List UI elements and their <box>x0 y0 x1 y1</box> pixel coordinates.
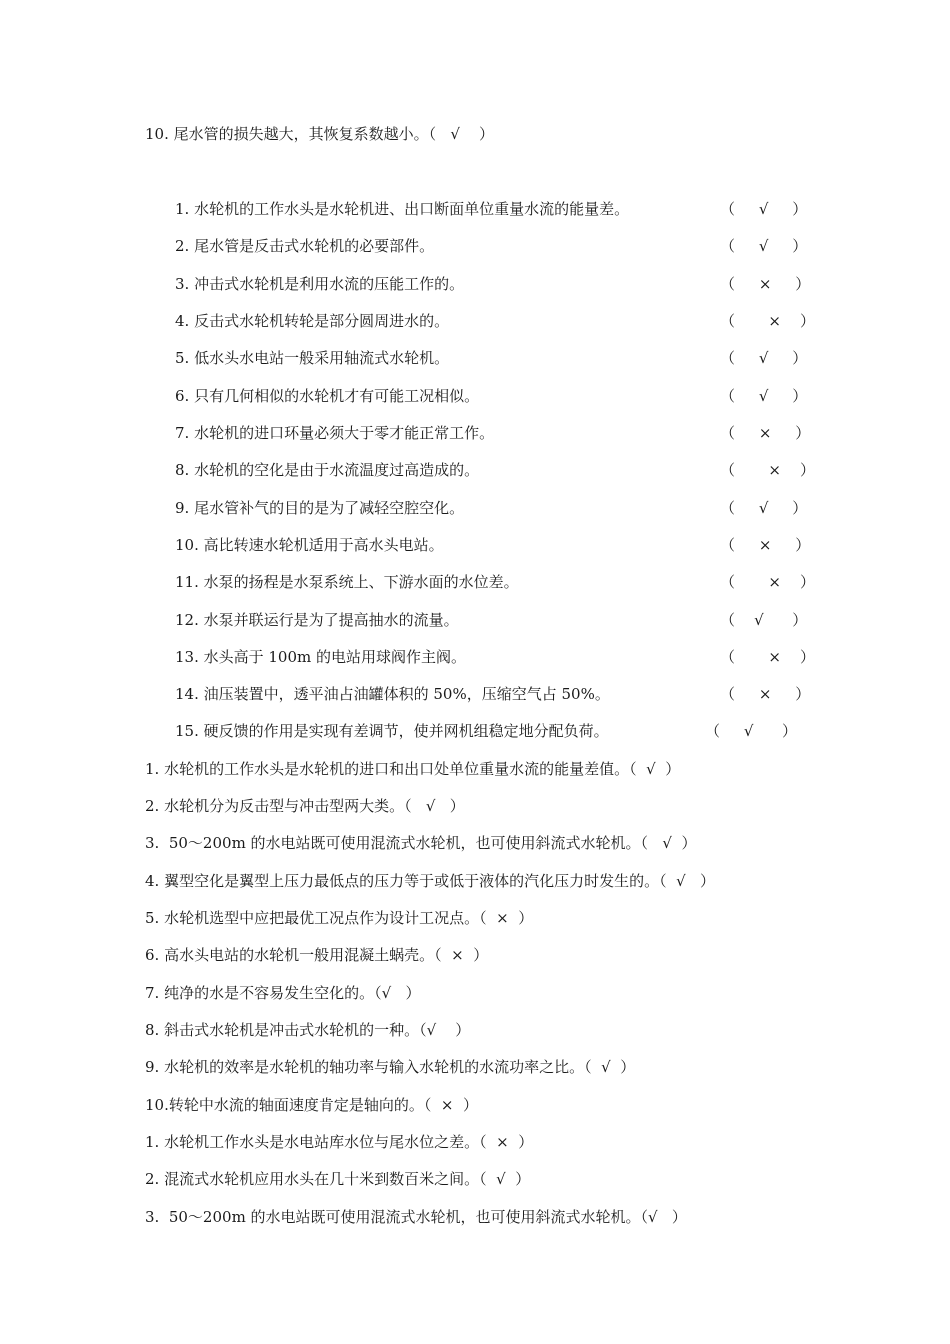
s1-answer-8: （ × ） <box>720 461 816 479</box>
s2-item-6: 6. 高水头电站的水轮机一般用混凝土蜗壳。（ × ） <box>145 946 489 964</box>
s1-item-5: 5. 低水头水电站一般采用轴流式水轮机。 <box>175 349 450 367</box>
s2-item-7: 7. 纯净的水是不容易发生空化的。（√ ） <box>145 984 421 1002</box>
s1-answer-9: （ √ ） <box>720 499 808 517</box>
s1-item-1: 1. 水轮机的工作水头是水轮机进、出口断面单位重量水流的能量差。 <box>175 200 630 218</box>
s2-item-2: 2. 水轮机分为反击型与冲击型两大类。（ √ ） <box>145 797 465 815</box>
s1-item-13: 13. 水头高于 100m 的电站用球阀作主阀。 <box>175 648 467 666</box>
s1-answer-1: （ √ ） <box>720 200 808 218</box>
s1-item-2: 2. 尾水管是反击式水轮机的必要部件。 <box>175 237 435 255</box>
s1-answer-7: （ × ） <box>720 424 811 442</box>
s1-answer-4: （ × ） <box>720 312 816 330</box>
s2-item-9: 9. 水轮机的效率是水轮机的轴功率与输入水轮机的水流功率之比。（ √ ） <box>145 1058 636 1076</box>
s1-answer-11: （ × ） <box>720 573 816 591</box>
s1-answer-12: （ √ ） <box>720 611 808 629</box>
s1-answer-6: （ √ ） <box>720 387 808 405</box>
s2-item-10: 10.转轮中水流的轴面速度肯定是轴向的。（ × ） <box>145 1096 478 1114</box>
s2-item-8: 8. 斜击式水轮机是冲击式水轮机的一种。（√ ） <box>145 1021 471 1039</box>
s2-item-1: 1. 水轮机的工作水头是水轮机的进口和出口处单位重量水流的能量差值。（ √ ） <box>145 760 681 778</box>
s2-item-3: 3. 50～200m 的水电站既可使用混流式水轮机，也可使用斜流式水轮机。（ √ ） <box>145 834 697 852</box>
s1-answer-5: （ √ ） <box>720 349 808 367</box>
intro-statement: 10. 尾水管的损失越大，其恢复系数越小。（ √ ） <box>145 125 495 143</box>
s1-item-6: 6. 只有几何相似的水轮机才有可能工况相似。 <box>175 387 480 405</box>
s1-item-15: 15. 硬反馈的作用是实现有差调节，使并网机组稳定地分配负荷。 <box>175 722 609 740</box>
s1-item-10: 10. 高比转速水轮机适用于高水头电站。 <box>175 536 444 554</box>
s3-item-2: 2. 混流式水轮机应用水头在几十米到数百米之间。（ √ ） <box>145 1170 531 1188</box>
s1-item-8: 8. 水轮机的空化是由于水流温度过高造成的。 <box>175 461 480 479</box>
s1-answer-14: （ × ） <box>720 685 811 703</box>
s1-item-7: 7. 水轮机的进口环量必须大于零才能正常工作。 <box>175 424 495 442</box>
s1-item-9: 9. 尾水管补气的目的是为了减轻空腔空化。 <box>175 499 465 517</box>
s1-answer-3: （ × ） <box>720 275 811 293</box>
s1-item-12: 12. 水泵并联运行是为了提高抽水的流量。 <box>175 611 459 629</box>
s1-item-14: 14. 油压装置中，透平油占油罐体积的 50%，压缩空气占 50%。 <box>175 685 610 703</box>
s1-answer-13: （ × ） <box>720 648 816 666</box>
s3-item-3: 3. 50～200m 的水电站既可使用混流式水轮机，也可使用斜流式水轮机。（√ ） <box>145 1208 687 1226</box>
s1-item-4: 4. 反击式水轮机转轮是部分圆周进水的。 <box>175 312 450 330</box>
s1-answer-15: （ √ ） <box>705 722 798 740</box>
s1-answer-10: （ × ） <box>720 536 811 554</box>
s1-answer-2: （ √ ） <box>720 237 808 255</box>
s3-item-1: 1. 水轮机工作水头是水电站库水位与尾水位之差。（ × ） <box>145 1133 534 1151</box>
s1-item-3: 3. 冲击式水轮机是利用水流的压能工作的。 <box>175 275 465 293</box>
s2-item-5: 5. 水轮机选型中应把最优工况点作为设计工况点。（ × ） <box>145 909 534 927</box>
s1-item-11: 11. 水泵的扬程是水泵系统上、下游水面的水位差。 <box>175 573 519 591</box>
s2-item-4: 4. 翼型空化是翼型上压力最低点的压力等于或低于液体的汽化压力时发生的。（ √ ） <box>145 872 715 890</box>
